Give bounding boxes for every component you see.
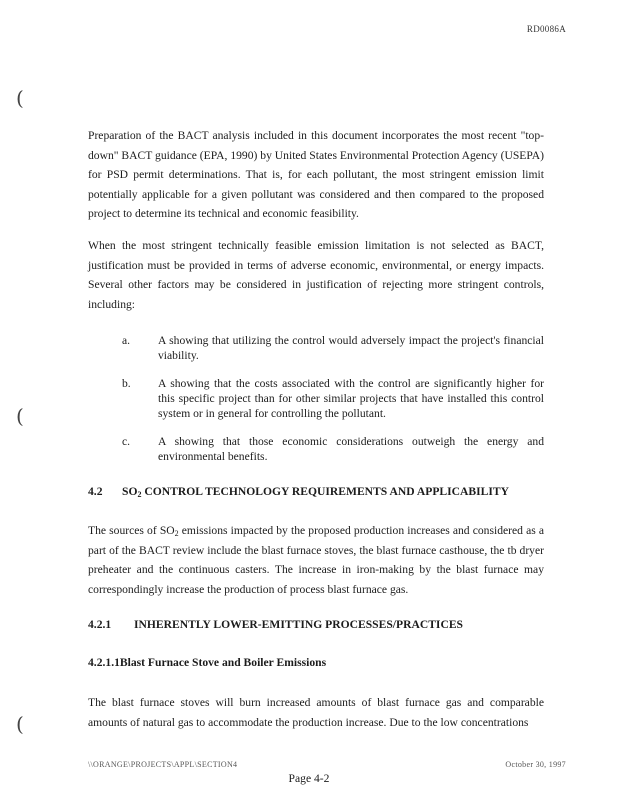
paragraph-bact-guidance: Preparation of the BACT analysis included in this document incorporates the most recent "top-down" BACT guidance (EPA, 1990) by United States Environmental Protection Agency (USEPA) for PSD permit determinations. That is, for each pollutant, the most stringent emission limit potentially applicable for a given pollutant was considered and then compared to the proposed project to determine its technical and economic feasibility.	[88, 129, 544, 220]
section-title: INHERENTLY LOWER-EMITTING PROCESSES/PRACTICES	[134, 618, 463, 631]
list-item	[88, 434, 544, 464]
section-heading-4-2-1-1	[88, 656, 326, 669]
paragraph-justification: When the most stringent technically feasible emission limitation is not selected as BACT, justification must be provided in terms of adverse economic, environmental, or energy impacts. Several other factors may be considered in justification of rejecting more stringent controls, including:	[88, 239, 544, 311]
list-text: A showing that utilizing the control would adversely impact the project's financial viability.	[158, 334, 544, 362]
section-number: 4.2	[88, 485, 103, 498]
section-title-post: CONTROL TECHNOLOGY REQUIREMENTS AND APPLICABILITY	[141, 485, 509, 498]
margin-mark: (	[16, 712, 24, 736]
section-title: Blast Furnace Stove and Boiler Emissions	[119, 656, 327, 669]
paragraph-text-pre: The sources of SO	[88, 524, 175, 537]
section-number: 4.2.1	[88, 618, 112, 631]
list-letter: c.	[122, 435, 131, 448]
section-title-sub: 2	[137, 490, 142, 499]
page-number: Page 4-2	[288, 772, 330, 785]
section-heading-4-2	[88, 485, 509, 498]
list-text: A showing that those economic considerations outweigh the energy and environmental benefits.	[158, 435, 544, 463]
paragraph-so2-sources	[88, 521, 544, 599]
section-number: 4.2.1.1	[88, 656, 120, 669]
list-text: A showing that the costs associated with the control are significantly higher for this specific project than for other similar projects that have installed this control system or in general for controlling the pollutant.	[158, 377, 544, 420]
paragraph-text-sub: 2	[174, 529, 179, 538]
list-item	[88, 376, 544, 421]
document-code: RD0086A	[526, 24, 566, 34]
paragraph-blast-furnace-stoves: The blast furnace stoves will burn increased amounts of blast furnace gas and comparable amounts of natural gas to accommodate the production increase. Due to the low concentrations	[88, 696, 544, 729]
margin-mark: (	[16, 86, 24, 110]
section-heading-4-2-1	[88, 618, 463, 631]
list-letter: b.	[122, 377, 131, 390]
list-item	[88, 333, 544, 363]
section-title-pre: SO	[122, 485, 138, 498]
footer-file-path: \\ORANGE\PROJECTS\APPL\SECTION4	[88, 760, 238, 769]
footer-date: October 30, 1997	[505, 760, 566, 769]
margin-mark: (	[16, 404, 24, 428]
paragraph-text-post: emissions impacted by the proposed production increases and considered as a part of the BACT review include the blast furnace stoves, the blast furnace casthouse, the tb dryer preheater and the continuous casters. The increase in iron-making by the blast furnace may correspondingly increase the production of process blast furnace gas.	[88, 524, 544, 596]
list-letter: a.	[122, 334, 131, 347]
